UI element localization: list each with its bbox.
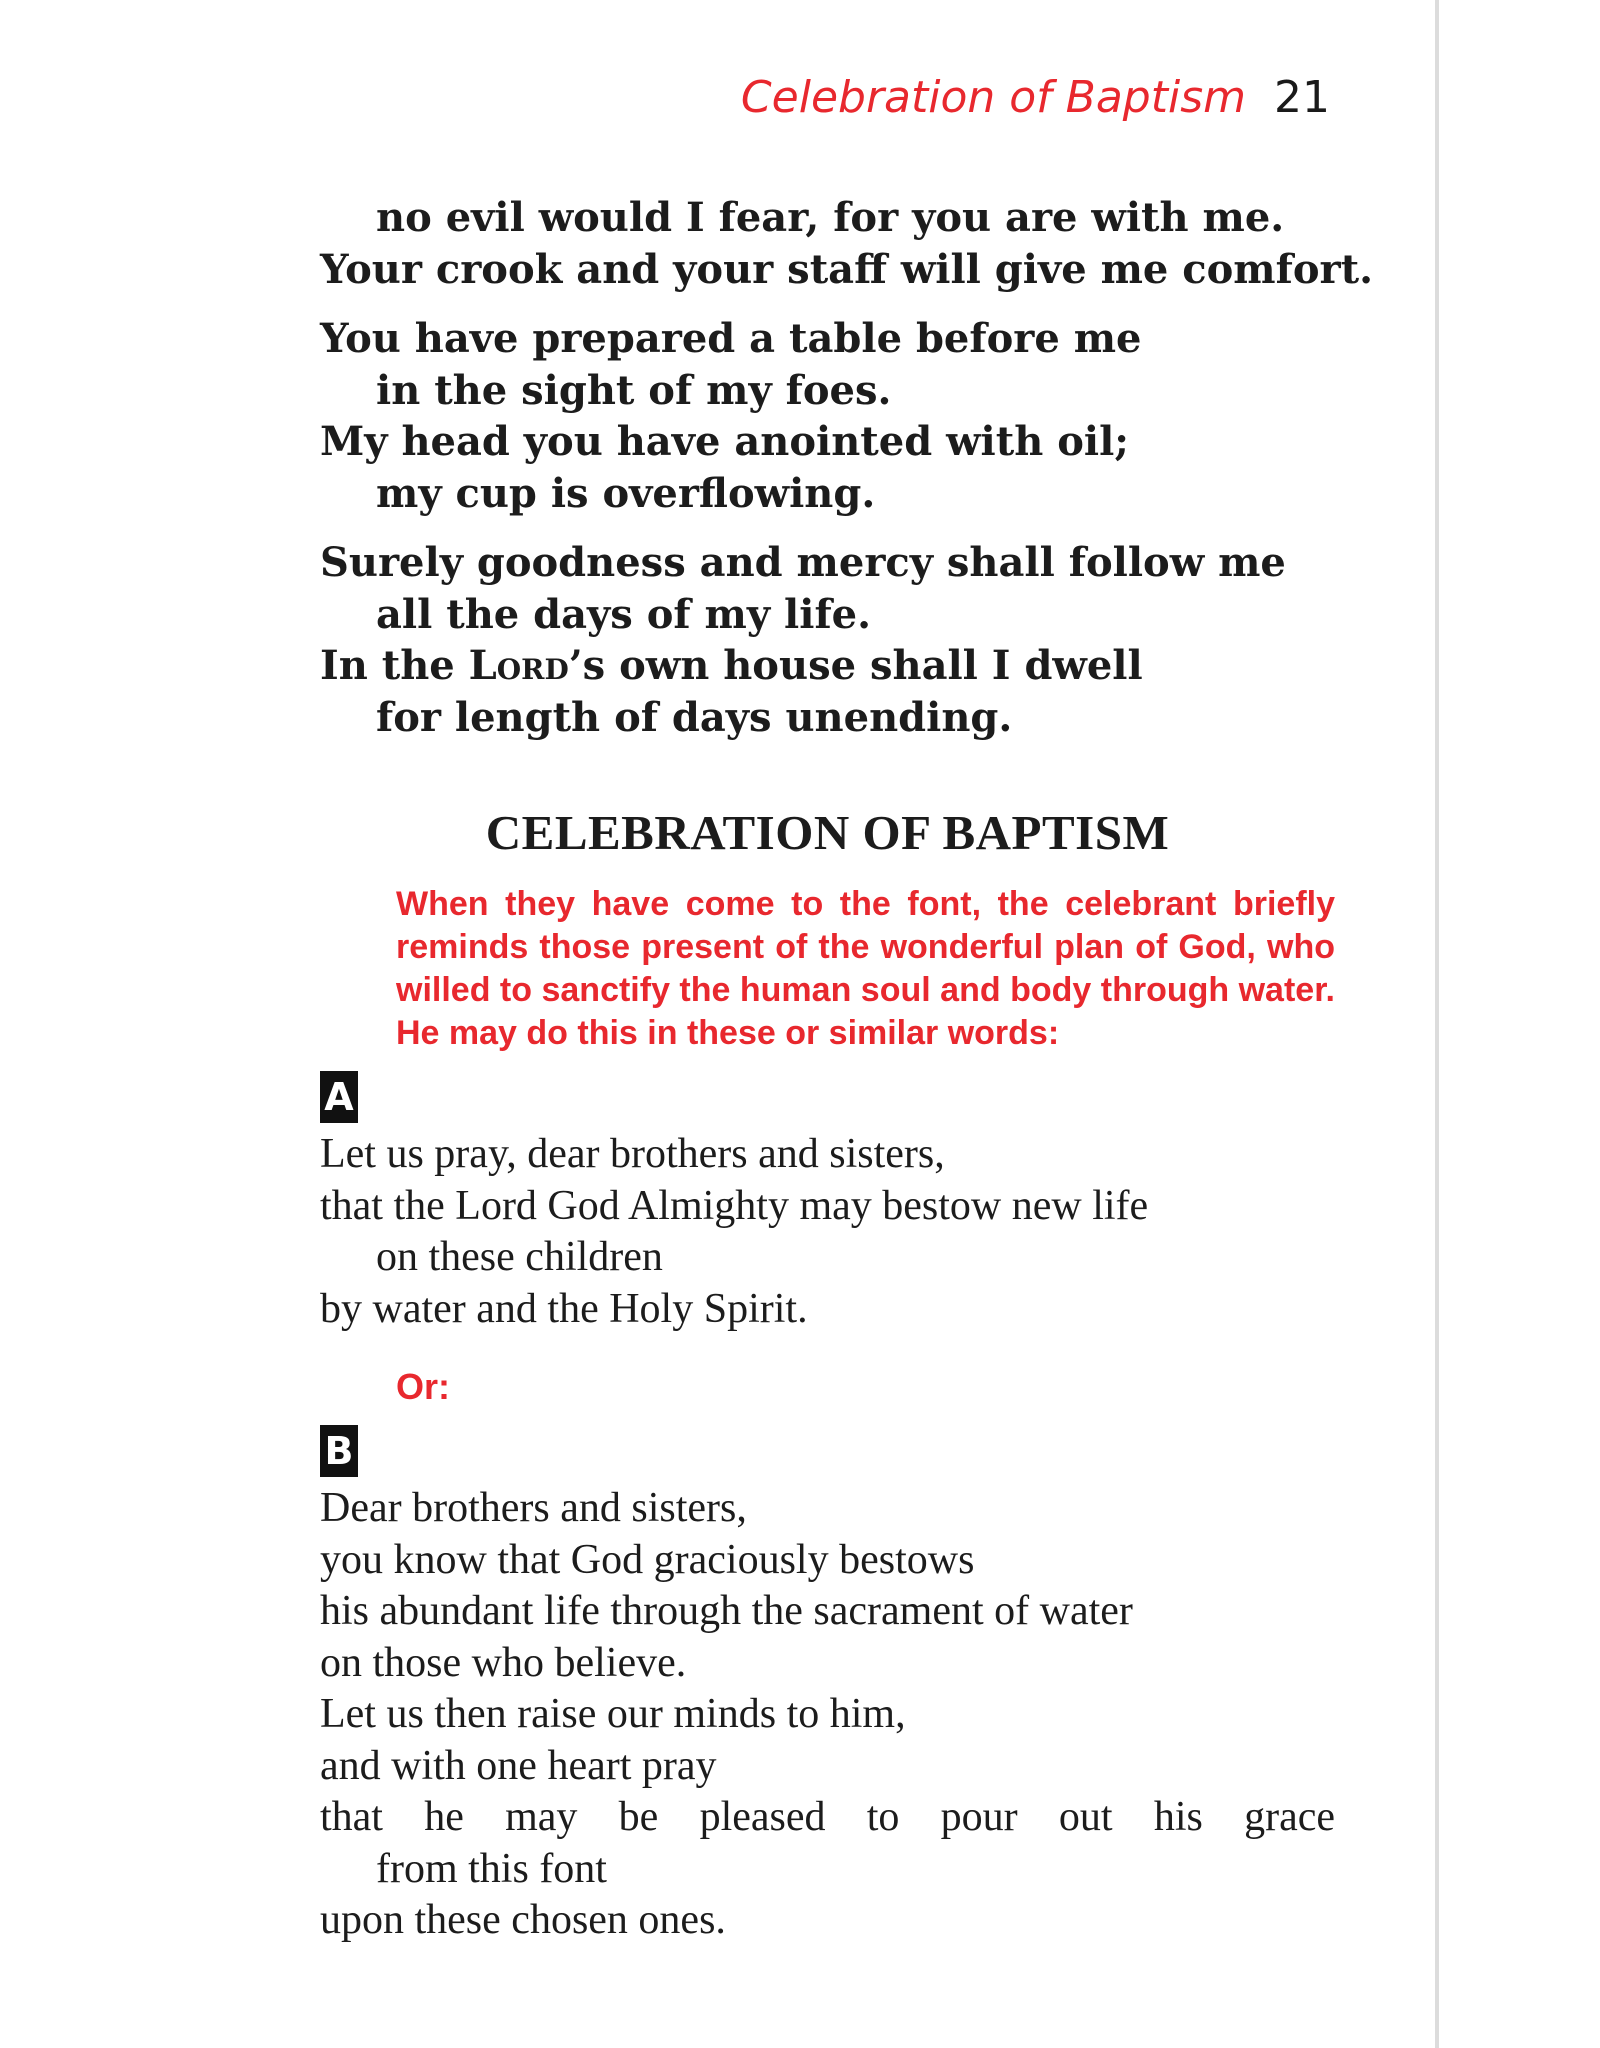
psalm-line: no evil would I fear, for you are with me.	[376, 194, 1285, 241]
option-b-marker: B	[320, 1425, 358, 1477]
psalm-stanza	[320, 313, 1335, 519]
option-a-marker: A	[320, 1071, 358, 1123]
psalm-stanza	[320, 192, 1373, 295]
running-head-title: Celebration of Baptism	[740, 72, 1246, 123]
prayer-line: Let us then raise our minds to him,	[320, 1691, 906, 1737]
psalm-text	[320, 192, 1373, 743]
psalm-stanza	[320, 537, 1335, 743]
psalm-line-part: In the	[320, 642, 469, 689]
prayer-line: that he may be pleased to pour out his grace	[320, 1794, 1335, 1840]
lord-small-caps: Lord	[468, 642, 569, 689]
prayer-line: and with one heart pray	[320, 1742, 717, 1789]
psalm-line: my cup is overflowing.	[376, 469, 876, 517]
psalm-line: in the sight of my foes.	[376, 366, 892, 414]
running-head	[741, 72, 1330, 128]
option-a-prayer	[320, 1129, 1335, 1335]
prayer-line: that the Lord God Almighty may bestow new life	[320, 1182, 1149, 1229]
prayer-line: you know that God graciously bestows	[320, 1536, 975, 1583]
prayer-line: on those who believe.	[320, 1639, 687, 1686]
psalm-line: My head you have anointed with oil;	[320, 418, 1130, 465]
page-content	[320, 192, 1373, 1947]
section-title: CELEBRATION OF BAPTISM	[485, 805, 1170, 860]
prayer-line: Let us pray, dear brothers and sisters,	[320, 1131, 945, 1177]
rubric-instruction: When they have come to the font, the celebrant briefly reminds those present of the wonderful plan of God, who willed to sanctify the human soul and body through water. He may do this in these or similar words:	[396, 885, 1335, 1052]
psalm-line: for length of days unending.	[376, 693, 1013, 741]
option-b-prayer	[320, 1483, 1335, 1947]
prayer-line: upon these chosen ones.	[320, 1897, 726, 1943]
psalm-line: Your crook and your staff will give me comfort.	[320, 245, 1373, 293]
psalm-line: Surely goodness and mercy shall follow me	[320, 539, 1286, 586]
psalm-line: all the days of my life.	[376, 590, 872, 638]
psalm-line	[320, 640, 1335, 692]
prayer-line: on these children	[376, 1234, 663, 1280]
prayer-line: from this font	[376, 1845, 607, 1892]
or-rubric: Or:	[396, 1366, 450, 1407]
prayer-line: his abundant life through the sacrament of water	[320, 1588, 1133, 1634]
psalm-line-part: ’s own house shall I dwell	[568, 642, 1143, 689]
page-number: 21	[1274, 72, 1330, 123]
prayer-line: by water and the Holy Spirit.	[320, 1285, 808, 1332]
prayer-line: Dear brothers and sisters,	[320, 1485, 747, 1531]
page-edge-divider	[1435, 0, 1439, 2048]
psalm-line: You have prepared a table before me	[320, 315, 1142, 362]
